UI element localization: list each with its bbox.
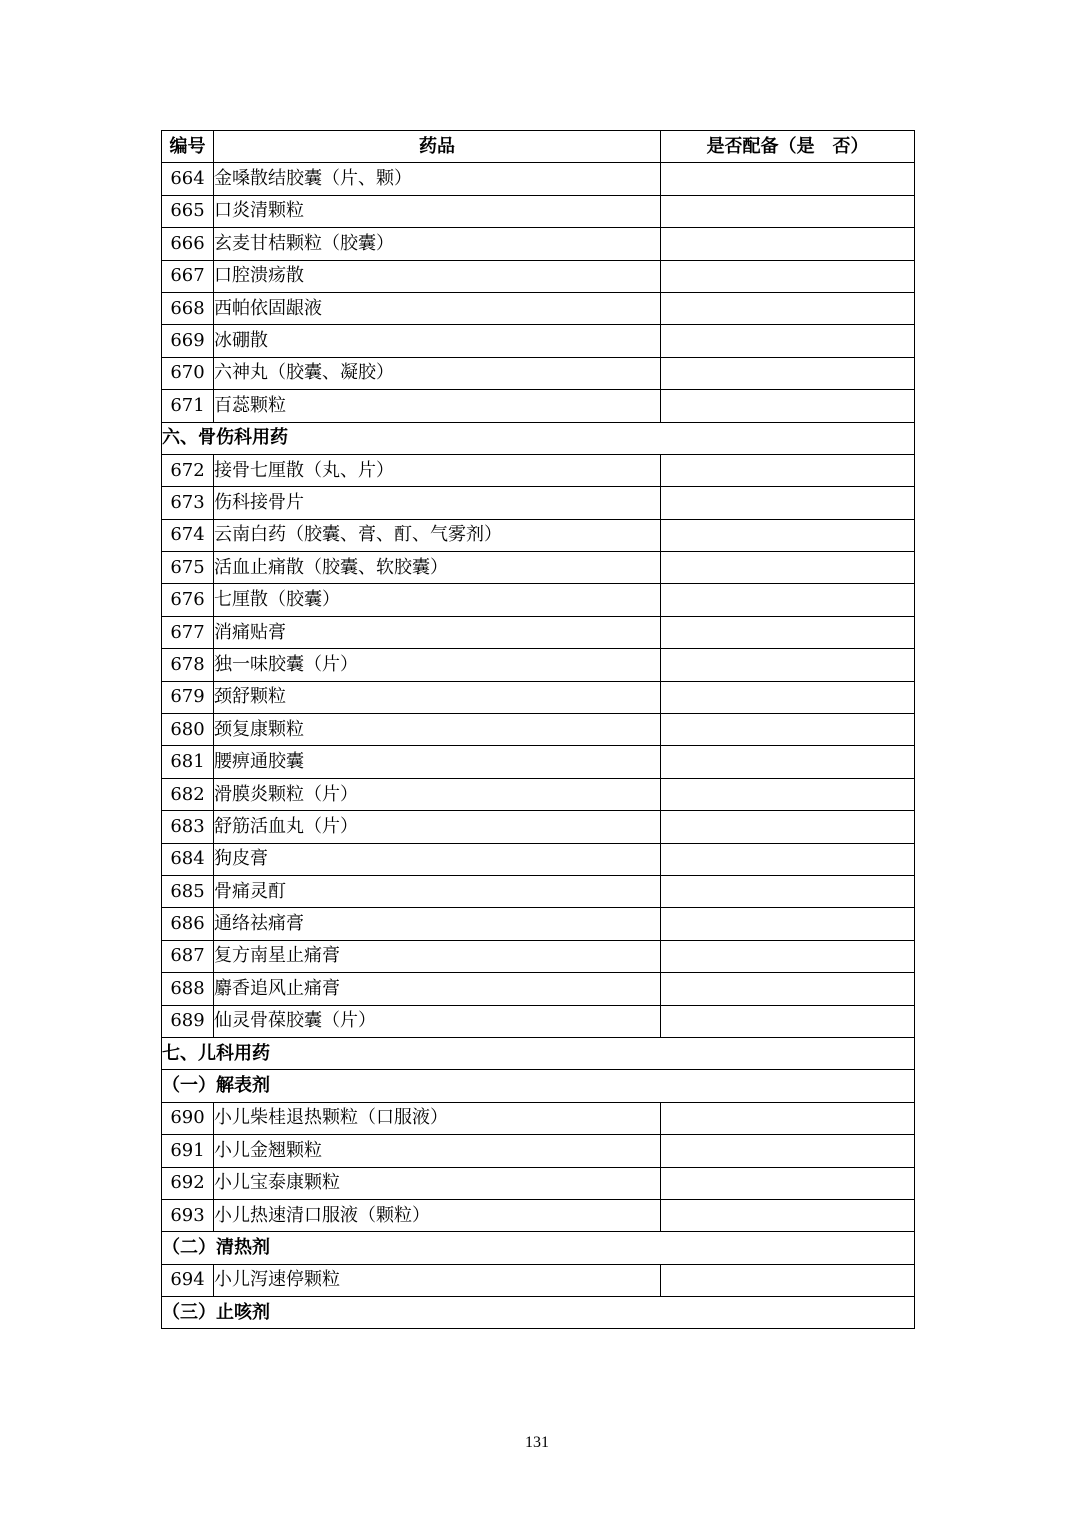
table-row bbox=[162, 519, 915, 551]
drug-name: 颈舒颗粒 bbox=[214, 681, 661, 713]
stocked-cell[interactable] bbox=[661, 681, 915, 713]
drug-name: 云南白药（胶囊、膏、酊、气雾剂） bbox=[214, 519, 661, 551]
stocked-cell[interactable] bbox=[661, 811, 915, 843]
table-row bbox=[162, 973, 915, 1005]
drug-number: 671 bbox=[162, 390, 214, 422]
table-row bbox=[162, 487, 915, 519]
drug-name: 西帕依固龈液 bbox=[214, 292, 661, 324]
table-row bbox=[162, 390, 915, 422]
stocked-cell[interactable] bbox=[661, 357, 915, 389]
drug-number: 687 bbox=[162, 940, 214, 972]
table-row bbox=[162, 746, 915, 778]
drug-name: 滑膜炎颗粒（片） bbox=[214, 778, 661, 810]
header-number: 编号 bbox=[162, 131, 214, 163]
table-row bbox=[162, 714, 915, 746]
table-row bbox=[162, 649, 915, 681]
stocked-cell[interactable] bbox=[661, 487, 915, 519]
stocked-cell[interactable] bbox=[661, 325, 915, 357]
drug-name: 接骨七厘散（丸、片） bbox=[214, 454, 661, 486]
drug-number: 691 bbox=[162, 1135, 214, 1167]
drug-name: 狗皮膏 bbox=[214, 843, 661, 875]
stocked-cell[interactable] bbox=[661, 714, 915, 746]
table-row bbox=[162, 292, 915, 324]
drug-number: 665 bbox=[162, 195, 214, 227]
drug-number: 689 bbox=[162, 1005, 214, 1037]
stocked-cell[interactable] bbox=[661, 228, 915, 260]
stocked-cell[interactable] bbox=[661, 940, 915, 972]
drug-name: 六神丸（胶囊、凝胶） bbox=[214, 357, 661, 389]
drug-name: 小儿泻速停颗粒 bbox=[214, 1264, 661, 1296]
drug-name: 独一味胶囊（片） bbox=[214, 649, 661, 681]
drug-name: 七厘散（胶囊） bbox=[214, 584, 661, 616]
drug-number: 677 bbox=[162, 616, 214, 648]
drug-number: 690 bbox=[162, 1102, 214, 1134]
section-heading: （二）清热剂 bbox=[162, 1232, 915, 1264]
section-heading: （三）止咳剂 bbox=[162, 1297, 915, 1329]
section-row bbox=[162, 1297, 915, 1329]
table-row bbox=[162, 454, 915, 486]
drug-number: 685 bbox=[162, 875, 214, 907]
drug-name: 小儿柴桂退热颗粒（口服液） bbox=[214, 1102, 661, 1134]
table-row bbox=[162, 325, 915, 357]
stocked-cell[interactable] bbox=[661, 875, 915, 907]
drug-number: 672 bbox=[162, 454, 214, 486]
drug-number: 686 bbox=[162, 908, 214, 940]
table-body bbox=[162, 163, 915, 1329]
drug-number: 682 bbox=[162, 778, 214, 810]
drug-number: 692 bbox=[162, 1167, 214, 1199]
stocked-cell[interactable] bbox=[661, 1135, 915, 1167]
section-row bbox=[162, 422, 915, 454]
table-row bbox=[162, 584, 915, 616]
section-heading: 六、骨伤科用药 bbox=[162, 422, 915, 454]
stocked-cell[interactable] bbox=[661, 1167, 915, 1199]
drug-number: 688 bbox=[162, 973, 214, 1005]
drug-number: 678 bbox=[162, 649, 214, 681]
section-row bbox=[162, 1232, 915, 1264]
header-drug: 药品 bbox=[214, 131, 661, 163]
drug-name: 冰硼散 bbox=[214, 325, 661, 357]
drug-name: 百蕊颗粒 bbox=[214, 390, 661, 422]
stocked-cell[interactable] bbox=[661, 390, 915, 422]
table-row bbox=[162, 940, 915, 972]
stocked-cell[interactable] bbox=[661, 552, 915, 584]
table-row bbox=[162, 195, 915, 227]
stocked-cell[interactable] bbox=[661, 1102, 915, 1134]
drug-number: 694 bbox=[162, 1264, 214, 1296]
table-row bbox=[162, 778, 915, 810]
drug-number: 666 bbox=[162, 228, 214, 260]
table-row bbox=[162, 228, 915, 260]
stocked-cell[interactable] bbox=[661, 778, 915, 810]
drug-name: 颈复康颗粒 bbox=[214, 714, 661, 746]
drug-number: 684 bbox=[162, 843, 214, 875]
stocked-cell[interactable] bbox=[661, 1005, 915, 1037]
drug-name: 伤科接骨片 bbox=[214, 487, 661, 519]
drug-name: 仙灵骨葆胶囊（片） bbox=[214, 1005, 661, 1037]
drug-name: 腰痹通胶囊 bbox=[214, 746, 661, 778]
drug-number: 683 bbox=[162, 811, 214, 843]
stocked-cell[interactable] bbox=[661, 746, 915, 778]
drug-name: 小儿宝泰康颗粒 bbox=[214, 1167, 661, 1199]
drug-number: 670 bbox=[162, 357, 214, 389]
table-row bbox=[162, 1167, 915, 1199]
drug-number: 669 bbox=[162, 325, 214, 357]
drug-name: 舒筋活血丸（片） bbox=[214, 811, 661, 843]
stocked-cell[interactable] bbox=[661, 519, 915, 551]
drug-number: 675 bbox=[162, 552, 214, 584]
page-number: 131 bbox=[525, 1434, 549, 1451]
drug-name: 通络祛痛膏 bbox=[214, 908, 661, 940]
drug-name: 复方南星止痛膏 bbox=[214, 940, 661, 972]
drug-number: 664 bbox=[162, 163, 214, 195]
stocked-cell[interactable] bbox=[661, 163, 915, 195]
drug-number: 668 bbox=[162, 292, 214, 324]
stocked-cell[interactable] bbox=[661, 584, 915, 616]
drug-name: 消痛贴膏 bbox=[214, 616, 661, 648]
drug-number: 676 bbox=[162, 584, 214, 616]
table-row bbox=[162, 357, 915, 389]
stocked-cell[interactable] bbox=[661, 195, 915, 227]
table-header-row bbox=[162, 131, 915, 163]
drug-number: 667 bbox=[162, 260, 214, 292]
stocked-cell[interactable] bbox=[661, 260, 915, 292]
drug-number: 674 bbox=[162, 519, 214, 551]
table-row bbox=[162, 163, 915, 195]
section-heading: 七、儿科用药 bbox=[162, 1037, 915, 1069]
table-row bbox=[162, 1102, 915, 1134]
drug-stock-table bbox=[161, 130, 915, 1329]
drug-number: 681 bbox=[162, 746, 214, 778]
drug-name: 麝香追风止痛膏 bbox=[214, 973, 661, 1005]
stocked-cell[interactable] bbox=[661, 1199, 915, 1231]
drug-name: 金嗓散结胶囊（片、颗） bbox=[214, 163, 661, 195]
section-heading: （一）解表剂 bbox=[162, 1070, 915, 1102]
drug-number: 679 bbox=[162, 681, 214, 713]
section-row bbox=[162, 1037, 915, 1069]
table-row bbox=[162, 811, 915, 843]
drug-name: 口炎清颗粒 bbox=[214, 195, 661, 227]
stocked-cell[interactable] bbox=[661, 1264, 915, 1296]
drug-number: 673 bbox=[162, 487, 214, 519]
drug-name: 骨痛灵酊 bbox=[214, 875, 661, 907]
stocked-cell[interactable] bbox=[661, 649, 915, 681]
drug-number: 680 bbox=[162, 714, 214, 746]
stocked-cell[interactable] bbox=[661, 973, 915, 1005]
drug-number: 693 bbox=[162, 1199, 214, 1231]
table-row bbox=[162, 1135, 915, 1167]
table-row bbox=[162, 681, 915, 713]
header-stocked: 是否配备（是 否） bbox=[661, 131, 915, 163]
drug-name: 活血止痛散（胶囊、软胶囊） bbox=[214, 552, 661, 584]
table-row bbox=[162, 1005, 915, 1037]
table-row bbox=[162, 908, 915, 940]
stocked-cell[interactable] bbox=[661, 454, 915, 486]
drug-name: 口腔溃疡散 bbox=[214, 260, 661, 292]
stocked-cell[interactable] bbox=[661, 292, 915, 324]
stocked-cell[interactable] bbox=[661, 616, 915, 648]
table-row bbox=[162, 552, 915, 584]
table-row bbox=[162, 1199, 915, 1231]
drug-name: 小儿金翘颗粒 bbox=[214, 1135, 661, 1167]
drug-name: 玄麦甘桔颗粒（胶囊） bbox=[214, 228, 661, 260]
table-row bbox=[162, 616, 915, 648]
table-row bbox=[162, 1264, 915, 1296]
stocked-cell[interactable] bbox=[661, 843, 915, 875]
section-row bbox=[162, 1070, 915, 1102]
stocked-cell[interactable] bbox=[661, 908, 915, 940]
table-row bbox=[162, 843, 915, 875]
table-row bbox=[162, 260, 915, 292]
drug-name: 小儿热速清口服液（颗粒） bbox=[214, 1199, 661, 1231]
table-row bbox=[162, 875, 915, 907]
